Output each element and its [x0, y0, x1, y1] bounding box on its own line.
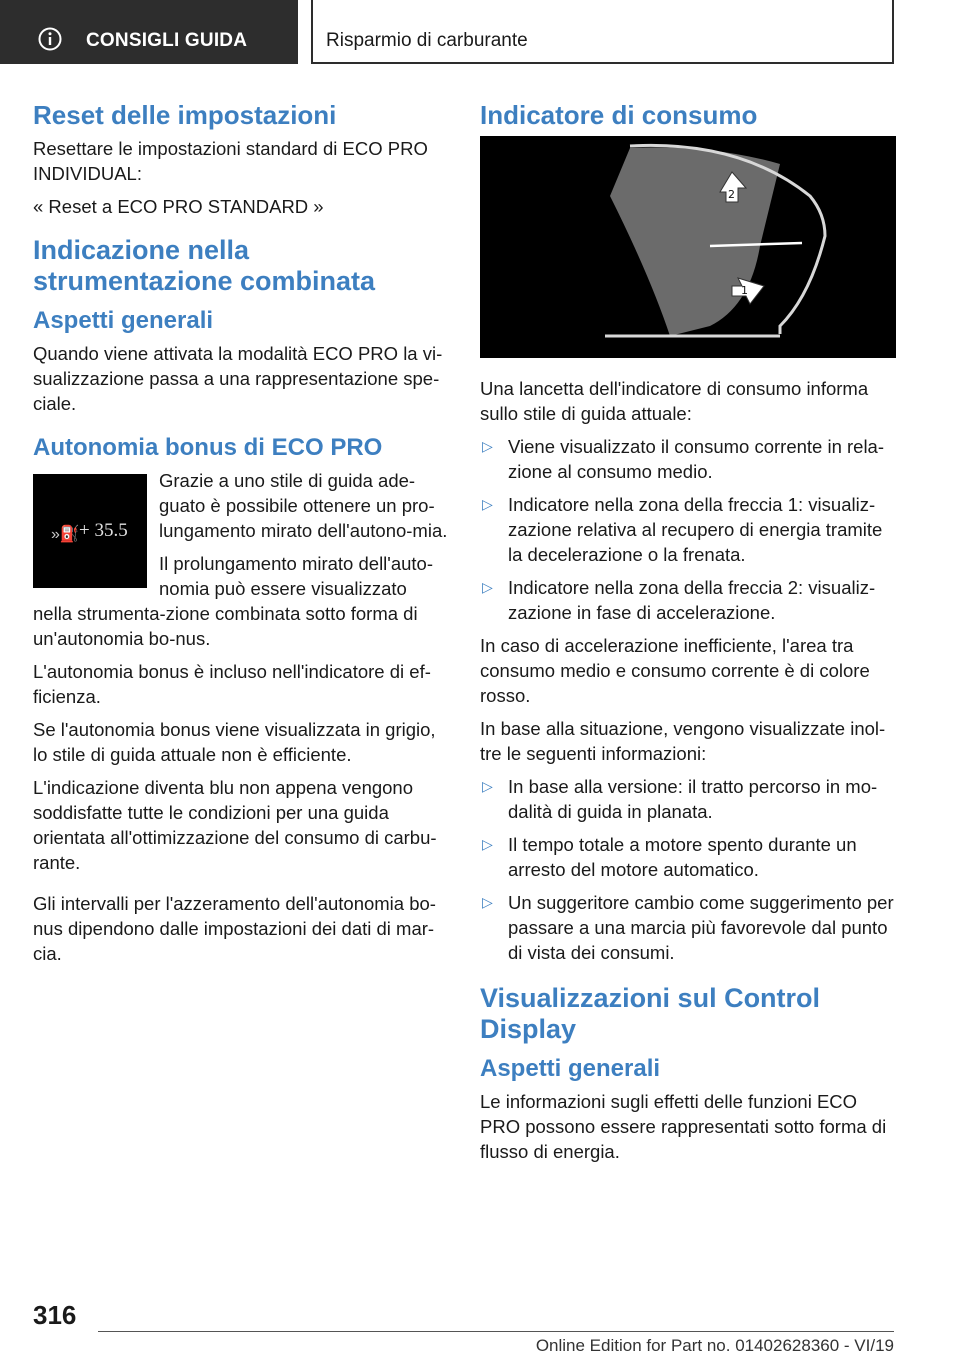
bonus-range-value: + 35.5 [79, 520, 128, 541]
triangle-right-icon: ▷ [482, 438, 493, 454]
bonus-paragraph-4: Se l'autonomia bonus viene visualizzata in grigio, lo stile di guida attuale non è efficiente. [33, 719, 436, 765]
control-display-paragraph: Le informazioni sugli effetti delle funzioni ECO PRO possono essere rappresentati sotto forma di flusso di energia. [480, 1091, 887, 1162]
bonus-paragraph-6: Gli intervalli per l'azzeramento dell'autonomia bo-nus dipendono dalle impostazioni dei dati di mar-cia. [33, 893, 436, 964]
consumption-paragraph-3: In base alla situazione, vengono visualizzate inol-tre le seguenti informazioni: [480, 718, 886, 764]
info-list [480, 774, 896, 965]
bonus-paragraph-2: Il prolungamento mirato dell'auto-nomia può essere visualizzato nella strumenta-zione combinata sotto forma di un'autonomia bo-nus. [33, 553, 433, 649]
footer-divider [98, 1331, 894, 1332]
bonus-range-image [33, 474, 147, 588]
consumption-gauge-image [480, 136, 896, 358]
list-item: ▷ Indicatore nella zona della freccia 1: visualiz-zazione relativa al recupero di energia tramite la decelerazione o la frenata. [482, 494, 883, 565]
left-column [33, 100, 449, 974]
chapter-title: Risparmio di carburante [326, 30, 528, 51]
triangle-right-icon: ▷ [482, 778, 493, 794]
fuel-pump-icon: »⛽ [51, 526, 80, 543]
triangle-right-icon: ▷ [482, 496, 493, 512]
bonus-paragraph-1: Grazie a uno stile di guida ade-guato è possibile ottenere un pro-lungamento mirato dell'autono-mia. [159, 470, 448, 541]
info-icon [38, 27, 62, 51]
triangle-right-icon: ▷ [482, 579, 493, 595]
list-item: ▷ Indicatore nella zona della freccia 2: visualiz-zazione in fase di accelerazione. [482, 577, 876, 623]
consumption-intro: Una lancetta dell'indicatore di consumo informa sullo stile di guida attuale: [480, 378, 869, 424]
general-heading: Aspetti generali [33, 307, 214, 334]
instrument-cluster-heading: Indicazione nella strumentazione combinata [33, 235, 376, 296]
section-tab [0, 0, 298, 64]
bonus-paragraph-5: L'indicazione diventa blu non appena vengono soddisfatte tutte le condizioni per una guida orientata all'ottimizzazione del consumo di carbu-rante. [33, 777, 437, 873]
section-label: CONSIGLI GUIDA [86, 30, 248, 51]
list-item: ▷ In base alla versione: il tratto percorso in mo-dalità di guida in planata. [482, 776, 878, 822]
reset-heading: Reset delle impostazioni [33, 100, 337, 130]
bonus-range-heading: Autonomia bonus di ECO PRO [33, 434, 383, 461]
consumption-gauge-graphic [480, 136, 896, 358]
reset-paragraph: Resettare le impostazioni standard di ECO PRO INDIVIDUAL: [33, 138, 428, 184]
footer-edition: Online Edition for Part no. 01402628360 - VI/19 [535, 1336, 894, 1355]
list-item: ▷ Un suggeritore cambio come suggerimento per passare a una marcia più favorevole dal punto di vista dei consumi. [482, 892, 894, 963]
triangle-right-icon: ▷ [482, 894, 493, 910]
control-display-heading: Visualizzazioni sul Control Display [480, 983, 821, 1044]
list-item: ▷ Viene visualizzato il consumo corrente in rela-zione al consumo medio. [482, 436, 885, 482]
bonus-paragraph-3: L'autonomia bonus è incluso nell'indicatore di ef-ficienza. [33, 661, 431, 707]
reset-menu-item: « Reset a ECO PRO STANDARD » [33, 196, 324, 217]
svg-text:2: 2 [728, 188, 735, 201]
consumption-heading: Indicatore di consumo [480, 100, 758, 130]
general-paragraph: Quando viene attivata la modalità ECO PRO la vi-sualizzazione passa a una rappresentazione spe-ciale. [33, 343, 443, 414]
svg-text:1: 1 [741, 284, 748, 297]
right-column [480, 100, 896, 1172]
consumption-list [480, 434, 896, 625]
page-number: 316 [33, 1300, 77, 1330]
consumption-paragraph-2: In caso di accelerazione inefficiente, l'area tra consumo medio e consumo corrente è di colore rosso. [480, 635, 870, 706]
triangle-right-icon: ▷ [482, 836, 493, 852]
bonus-range-block [33, 468, 449, 651]
control-display-general-heading: Aspetti generali [480, 1055, 661, 1082]
list-item: ▷ Il tempo totale a motore spento durante un arresto del motore automatico. [482, 834, 857, 880]
